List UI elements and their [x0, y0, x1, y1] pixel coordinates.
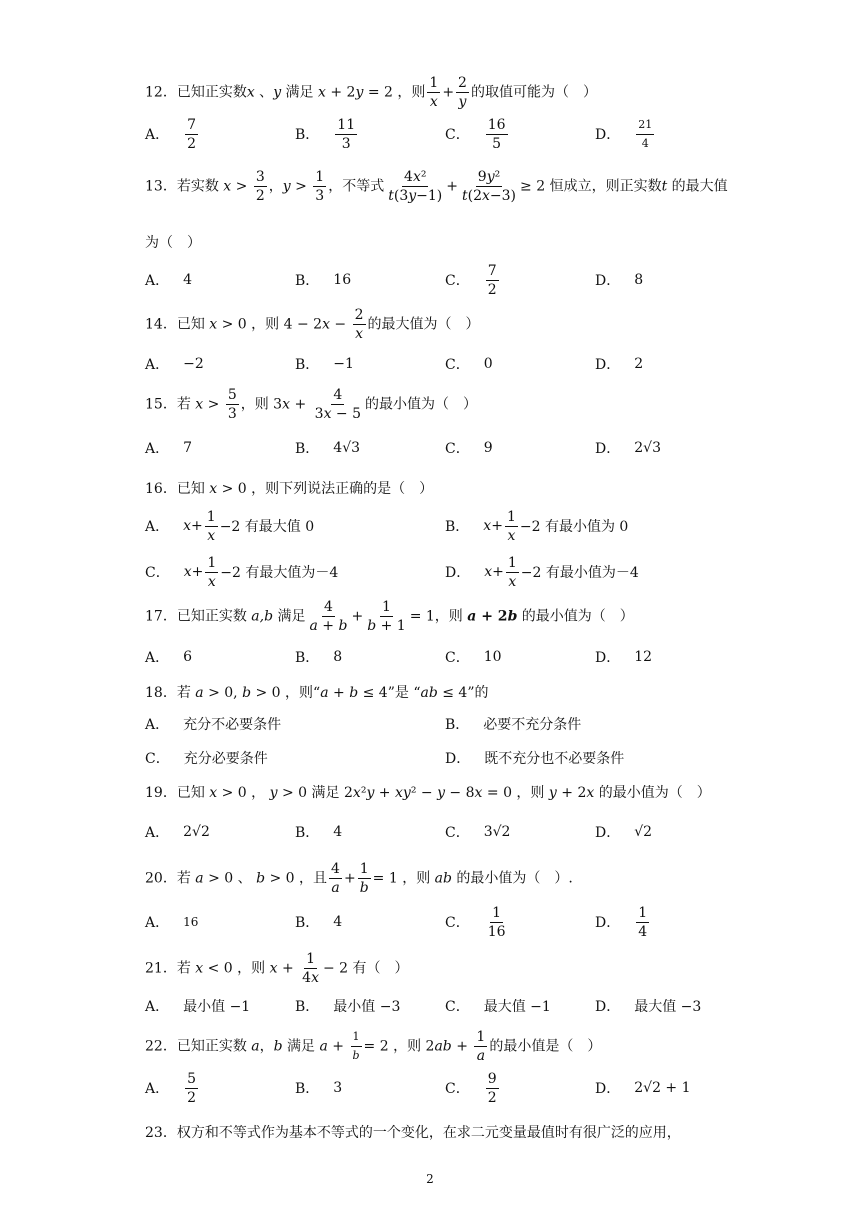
option-b[interactable]: B． −1	[295, 356, 354, 373]
option-b[interactable]: B． 4√3	[295, 440, 361, 457]
options-20	[145, 902, 745, 942]
option-a[interactable]: A． $\frac{5}{2}$	[145, 1070, 197, 1106]
option-b[interactable]: B． x + $\frac{1}{x}$ −2 有最小值为 0	[445, 508, 629, 544]
option-a[interactable]: A． 16	[145, 915, 199, 931]
question-22: 22．已知正实数 a，b 满足 a + $\frac{1}{b}$ = 2 ，则 2ab + $\frac{1}{a}$ 的最小值是（ ）	[145, 1029, 602, 1064]
option-d[interactable]: D． 2	[595, 356, 644, 373]
option-c[interactable]: C． $\frac{1}{16}$	[445, 904, 506, 940]
options-16-cd	[145, 552, 745, 592]
question-12: 12．已知正实数x 、y 满足 x + 2y = 2 ，则 $\frac{1}{x}$ + $\frac{2}{y}$ 的取值可能为（ ）	[145, 75, 597, 110]
options-15	[145, 428, 745, 468]
option-c[interactable]: C． 充分必要条件	[145, 751, 268, 767]
option-a[interactable]: A． 4	[145, 272, 193, 289]
option-d[interactable]: D． x + $\frac{1}{x}$ −2 有最小值为－4	[445, 554, 639, 590]
option-d[interactable]: D． 既不充分也不必要条件	[445, 751, 625, 767]
option-c[interactable]: C． $\frac{7}{2}$	[445, 262, 497, 298]
option-d[interactable]: D． $\frac{21}{4}$	[595, 117, 653, 150]
option-b[interactable]: B． 8	[295, 649, 343, 666]
options-16-ab	[145, 506, 745, 546]
option-c[interactable]: C． 最大值 −1	[445, 999, 551, 1015]
options-18-cd	[145, 738, 745, 778]
question-20: 20．若 a > 0 、 b > 0 ，且 $\frac{4}{a}$ + $\frac{1}{b}$ = 1 ，则 ab 的最小值为（ ）.	[145, 861, 573, 896]
question-17: 17．已知正实数 a,b 满足 $\frac{4}{a + b}$ + $\frac{1}{b + 1}$ = 1，则 a + 2b 的最小值为（ ）	[145, 599, 634, 634]
option-b[interactable]: B． 16	[295, 272, 352, 289]
question-13-cont: 为（ ）	[145, 235, 201, 251]
option-b[interactable]: B． 必要不充分条件	[445, 717, 582, 733]
question-15: 15．若 x > $\frac{5}{3}$ ，则 3x + $\frac{4}{3x - 5}$ 的最小值为（ ）	[145, 387, 478, 422]
option-c[interactable]: C． x + $\frac{1}{x}$ −2 有最大值为－4	[145, 554, 339, 590]
option-d[interactable]: D． 8	[595, 272, 644, 289]
question-21: 21．若 x < 0 ，则 x + $\frac{1}{4x}$ − 2 有（ ）	[145, 951, 409, 986]
options-21	[145, 986, 745, 1026]
option-a[interactable]: A． −2	[145, 356, 204, 373]
option-d[interactable]: D． 2√2 + 1	[595, 1080, 691, 1097]
question-16: 16．已知 x > 0 ，则下列说法正确的是（ ）	[145, 481, 434, 497]
option-a[interactable]: A． 7	[145, 440, 193, 457]
option-a[interactable]: A． 2√2	[145, 824, 210, 841]
options-13	[145, 260, 745, 300]
option-d[interactable]: D． $\frac{1}{4}$	[595, 904, 648, 940]
question-14: 14．已知 x > 0 ，则 4 − 2x − $\frac{2}{x}$ 的最大值为（ ）	[145, 307, 480, 342]
question-23: 23．权方和不等式作为基本不等式的一个变化，在求二元变量最值时有很广泛的应用，	[145, 1125, 681, 1141]
options-12	[145, 114, 745, 154]
option-c[interactable]: C． 9	[445, 440, 493, 457]
options-17	[145, 637, 745, 677]
option-c[interactable]: C． 3√2	[445, 824, 511, 841]
option-a[interactable]: A． x + $\frac{1}{x}$ −2 有最大值 0	[145, 508, 315, 544]
page-number: 2	[426, 1172, 434, 1186]
option-b[interactable]: B． $\frac{11}{3}$	[295, 116, 356, 152]
question-18: 18．若 a > 0, b > 0 ，则“a + b ≤ 4”是 “ab ≤ 4”的	[145, 685, 489, 701]
option-b[interactable]: B． 最小值 −3	[295, 999, 401, 1015]
option-a[interactable]: A． 6	[145, 649, 193, 666]
option-b[interactable]: B． 4	[295, 914, 343, 931]
option-a[interactable]: A． $\frac{7}{2}$	[145, 116, 197, 152]
option-d[interactable]: D． 2√3	[595, 440, 661, 457]
option-d[interactable]: D． 12	[595, 649, 653, 666]
question-19: 19．已知 x > 0 ， y > 0 满足 2x²y + xy² − y − 8x = 0 ，则 y + 2x 的最小值为（ ）	[145, 785, 711, 801]
option-b[interactable]: B． 3	[295, 1080, 343, 1097]
options-19	[145, 812, 745, 852]
option-a[interactable]: A． 最小值 −1	[145, 999, 251, 1015]
option-d[interactable]: D． 最大值 −3	[595, 999, 702, 1015]
option-a[interactable]: A． 充分不必要条件	[145, 717, 282, 733]
option-d[interactable]: D． √2	[595, 824, 653, 841]
option-b[interactable]: B． 4	[295, 824, 343, 841]
option-c[interactable]: C． 0	[445, 356, 493, 373]
option-c[interactable]: C． $\frac{9}{2}$	[445, 1070, 497, 1106]
option-c[interactable]: C． $\frac{16}{5}$	[445, 116, 506, 152]
options-22	[145, 1068, 745, 1108]
question-13: 13．若实数 x > $\frac{3}{2}$ ，y > $\frac{1}{3}$ ，不等式 $\frac{\text{4x²}}{t(3y-1)}$ + $\frac{\text{9y²}}{t(2x-3)}$ ≥ 2 恒成立，则正实数t 的最大值	[145, 169, 728, 204]
options-14	[145, 344, 745, 384]
option-c[interactable]: C． 10	[445, 649, 502, 666]
